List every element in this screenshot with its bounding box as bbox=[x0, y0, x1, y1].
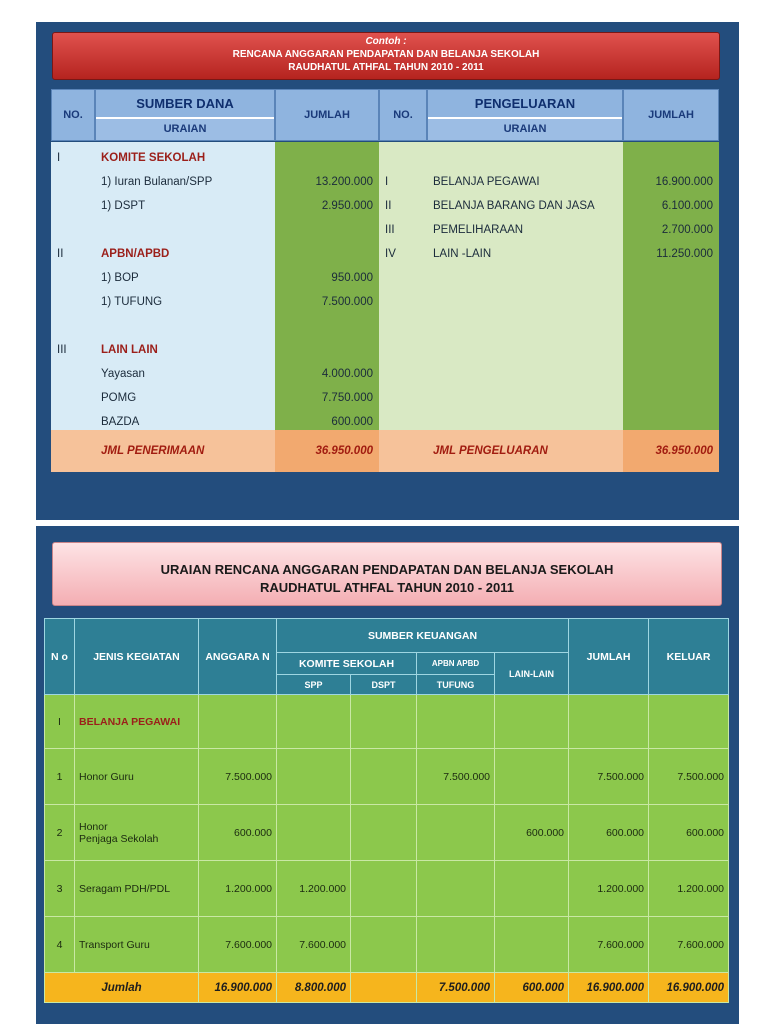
row-uraian bbox=[427, 338, 623, 362]
header-jumlah bbox=[275, 89, 379, 141]
row-no bbox=[51, 362, 95, 386]
cell-jenis: Honor Guru bbox=[75, 749, 199, 805]
column-sumber-uraian bbox=[95, 142, 275, 430]
header-no bbox=[51, 89, 95, 141]
cell-dspt bbox=[351, 805, 417, 861]
total-label: Jumlah bbox=[45, 973, 199, 1003]
cell-spp bbox=[277, 749, 351, 805]
cell-jumlah bbox=[569, 695, 649, 749]
row-jumlah bbox=[275, 314, 379, 338]
detail-title-banner bbox=[52, 542, 722, 606]
row-uraian bbox=[95, 218, 275, 242]
cell-spp: 1.200.000 bbox=[277, 861, 351, 917]
cell-keluar: 7.600.000 bbox=[649, 917, 729, 973]
cell-dspt bbox=[351, 749, 417, 805]
table-row bbox=[45, 749, 729, 805]
cell-spp bbox=[277, 805, 351, 861]
row-no bbox=[379, 362, 427, 386]
row-jumlah bbox=[623, 386, 719, 410]
cell-dspt bbox=[351, 861, 417, 917]
cell-tufung bbox=[417, 695, 495, 749]
cell-anggaran: 7.500.000 bbox=[199, 749, 277, 805]
cell-no: 2 bbox=[45, 805, 75, 861]
detail-table-body bbox=[45, 695, 729, 1003]
row-no: III bbox=[57, 344, 67, 356]
cell-keluar: 7.500.000 bbox=[649, 749, 729, 805]
row-no bbox=[379, 266, 427, 290]
total-pengeluaran-label: JML PENGELUARAN bbox=[427, 430, 623, 472]
cell-spp: 7.600.000 bbox=[277, 917, 351, 973]
cell-dspt bbox=[351, 917, 417, 973]
cell-tufung bbox=[417, 861, 495, 917]
total-dspt bbox=[351, 973, 417, 1003]
cell-anggaran: 1.200.000 bbox=[199, 861, 277, 917]
budget-summary-slide bbox=[36, 22, 739, 520]
table-row bbox=[45, 861, 729, 917]
row-jumlah: 2.950.000 bbox=[321, 200, 373, 212]
row-jumlah: 2.700.000 bbox=[661, 224, 713, 236]
total-anggaran: 16.900.000 bbox=[199, 973, 277, 1003]
cell-dspt bbox=[351, 695, 417, 749]
row-no: II bbox=[57, 248, 64, 260]
cell-tufung bbox=[417, 805, 495, 861]
row-no: IV bbox=[385, 248, 396, 260]
row-uraian: 1) BOP bbox=[101, 272, 139, 284]
row-jumlah bbox=[623, 290, 719, 314]
cell-jenis: Seragam PDH/PDL bbox=[75, 861, 199, 917]
row-jumlah: 6.100.000 bbox=[661, 200, 713, 212]
row-jumlah: 600.000 bbox=[331, 416, 373, 428]
total-penerimaan-label: JML PENERIMAAN bbox=[51, 430, 275, 472]
cell-tufung: 7.500.000 bbox=[417, 749, 495, 805]
row-jumlah bbox=[275, 338, 379, 362]
detail-title: URAIAN RENCANA ANGGARAN PENDAPATAN DAN BELANJA SEKOLAH bbox=[160, 562, 614, 577]
header-uraian-2: URAIAN bbox=[428, 117, 622, 140]
total-row bbox=[45, 973, 729, 1003]
row-jumlah: 950.000 bbox=[331, 272, 373, 284]
row-jumlah: 11.250.000 bbox=[656, 248, 713, 260]
cell-anggaran bbox=[199, 695, 277, 749]
cell-jenis: BELANJA PEGAWAI bbox=[75, 695, 199, 749]
row-uraian: 1) Iuran Bulanan/SPP bbox=[101, 176, 213, 188]
row-uraian: PEMELIHARAAN bbox=[433, 224, 524, 236]
header-jumlah-2 bbox=[623, 89, 719, 141]
row-no bbox=[51, 266, 95, 290]
total-keluar: 16.900.000 bbox=[649, 973, 729, 1003]
cell-keluar: 600.000 bbox=[649, 805, 729, 861]
cell-spp bbox=[277, 695, 351, 749]
cell-lain: 600.000 bbox=[495, 805, 569, 861]
cell-jumlah: 7.600.000 bbox=[569, 917, 649, 973]
cell-lain bbox=[495, 695, 569, 749]
section-heading: LAIN LAIN bbox=[101, 344, 158, 356]
row-no bbox=[379, 338, 427, 362]
table-row bbox=[45, 917, 729, 973]
total-pengeluaran-value: 36.950.000 bbox=[623, 430, 719, 472]
row-no: I bbox=[57, 152, 61, 164]
row-uraian bbox=[427, 146, 623, 170]
banner-caption: Contoh : bbox=[365, 36, 407, 47]
row-no bbox=[379, 314, 427, 338]
column-no-2 bbox=[379, 142, 427, 430]
header-anggaran: ANGGARA N bbox=[199, 619, 277, 695]
total-penerimaan-value: 36.950.000 bbox=[275, 430, 379, 472]
row-no bbox=[51, 314, 95, 338]
row-jumlah: 7.500.000 bbox=[321, 296, 373, 308]
row-uraian bbox=[427, 266, 623, 290]
row-jumlah bbox=[623, 266, 719, 290]
row-uraian bbox=[427, 290, 623, 314]
row-uraian: BELANJA BARANG DAN JASA bbox=[433, 200, 595, 212]
cell-keluar: 1.200.000 bbox=[649, 861, 729, 917]
cell-jenis: Honor Penjaga Sekolah bbox=[75, 805, 199, 861]
row-jumlah: 13.200.000 bbox=[315, 176, 373, 188]
header-lain-lain: LAIN-LAIN bbox=[495, 653, 569, 695]
cell-keluar bbox=[649, 695, 729, 749]
row-no bbox=[51, 386, 95, 410]
cell-lain bbox=[495, 917, 569, 973]
header-jenis-kegiatan: JENIS KEGIATAN bbox=[75, 619, 199, 695]
column-sumber-jumlah bbox=[275, 142, 379, 430]
header-sumber-keuangan: SUMBER KEUANGAN bbox=[277, 619, 569, 653]
cell-anggaran: 600.000 bbox=[199, 805, 277, 861]
banner-subtitle: RAUDHATUL ATHFAL TAHUN 2010 - 2011 bbox=[288, 62, 484, 73]
header-jumlah-2-label: JUMLAH bbox=[648, 109, 694, 121]
budget-detail-slide bbox=[36, 526, 739, 1024]
row-jumlah: 16.900.000 bbox=[655, 176, 713, 188]
header-jumlah-label: JUMLAH bbox=[304, 109, 350, 121]
total-spp: 8.800.000 bbox=[277, 973, 351, 1003]
row-uraian: POMG bbox=[101, 392, 137, 404]
total-lain: 600.000 bbox=[495, 973, 569, 1003]
total-jumlah: 16.900.000 bbox=[569, 973, 649, 1003]
header-tufung: TUFUNG bbox=[417, 675, 495, 695]
row-no bbox=[51, 218, 95, 242]
header-pengeluaran bbox=[427, 89, 623, 141]
header-no-2-label: NO. bbox=[393, 109, 413, 121]
table-row bbox=[45, 805, 729, 861]
total-tufung: 7.500.000 bbox=[417, 973, 495, 1003]
row-no bbox=[379, 290, 427, 314]
total-spacer bbox=[379, 430, 427, 472]
cell-jumlah: 1.200.000 bbox=[569, 861, 649, 917]
row-uraian bbox=[427, 386, 623, 410]
row-jumlah bbox=[275, 146, 379, 170]
cell-lain bbox=[495, 861, 569, 917]
row-uraian bbox=[95, 314, 275, 338]
row-uraian: 1) TUFUNG bbox=[101, 296, 163, 308]
cell-no: I bbox=[45, 695, 75, 749]
row-jumlah bbox=[623, 362, 719, 386]
row-uraian: Yayasan bbox=[101, 368, 145, 380]
row-uraian: LAIN -LAIN bbox=[433, 248, 492, 260]
detail-table bbox=[44, 618, 729, 1003]
row-uraian bbox=[427, 362, 623, 386]
header-uraian: URAIAN bbox=[96, 117, 274, 140]
header-sumber-dana bbox=[95, 89, 275, 141]
detail-subtitle: RAUDHATUL ATHFAL TAHUN 2010 - 2011 bbox=[259, 580, 515, 595]
row-no bbox=[51, 290, 95, 314]
header-no-label: NO. bbox=[63, 109, 83, 121]
header-no-2 bbox=[379, 89, 427, 141]
banner-title: RENCANA ANGGARAN PENDAPATAN DAN BELANJA SEKOLAH bbox=[232, 49, 540, 60]
row-no: II bbox=[385, 200, 392, 212]
row-no bbox=[51, 194, 95, 218]
row-jumlah bbox=[275, 218, 379, 242]
header-komite-sekolah: KOMITE SEKOLAH bbox=[277, 653, 417, 675]
row-jumlah bbox=[623, 338, 719, 362]
summary-table-body bbox=[51, 142, 719, 484]
row-jumlah: 7.750.000 bbox=[321, 392, 373, 404]
header-sumber-dana-label: SUMBER DANA bbox=[136, 95, 234, 111]
header-keluar: KELUAR bbox=[649, 619, 729, 695]
row-jumlah: 4.000.000 bbox=[321, 368, 373, 380]
header-dspt: DSPT bbox=[351, 675, 417, 695]
cell-anggaran: 7.600.000 bbox=[199, 917, 277, 973]
section-heading: KOMITE SEKOLAH bbox=[101, 152, 206, 164]
column-pengeluaran-jumlah bbox=[623, 142, 719, 430]
header-apbn-apbd: APBN APBD bbox=[417, 653, 495, 675]
section-row bbox=[45, 695, 729, 749]
cell-jumlah: 600.000 bbox=[569, 805, 649, 861]
row-no bbox=[379, 146, 427, 170]
header-spp: SPP bbox=[277, 675, 351, 695]
header-pengeluaran-label: PENGELUARAN bbox=[474, 95, 576, 111]
header-jumlah: JUMLAH bbox=[569, 619, 649, 695]
cell-jumlah: 7.500.000 bbox=[569, 749, 649, 805]
row-no: III bbox=[385, 224, 395, 236]
cell-tufung bbox=[417, 917, 495, 973]
row-uraian: 1) DSPT bbox=[101, 200, 146, 212]
row-jumlah bbox=[275, 242, 379, 266]
cell-no: 3 bbox=[45, 861, 75, 917]
row-jumlah bbox=[623, 146, 719, 170]
row-uraian: BAZDA bbox=[101, 416, 140, 428]
cell-no: 4 bbox=[45, 917, 75, 973]
cell-lain bbox=[495, 749, 569, 805]
row-uraian bbox=[427, 314, 623, 338]
row-no: I bbox=[385, 176, 389, 188]
row-jumlah bbox=[623, 314, 719, 338]
row-uraian: BELANJA PEGAWAI bbox=[433, 176, 540, 188]
section-heading: APBN/APBD bbox=[101, 248, 170, 260]
column-pengeluaran-uraian bbox=[427, 142, 623, 430]
header-no: N o bbox=[45, 619, 75, 695]
row-no bbox=[379, 386, 427, 410]
cell-no: 1 bbox=[45, 749, 75, 805]
summary-title-banner bbox=[52, 32, 720, 80]
row-no bbox=[51, 170, 95, 194]
cell-jenis: Transport Guru bbox=[75, 917, 199, 973]
column-no bbox=[51, 142, 95, 430]
